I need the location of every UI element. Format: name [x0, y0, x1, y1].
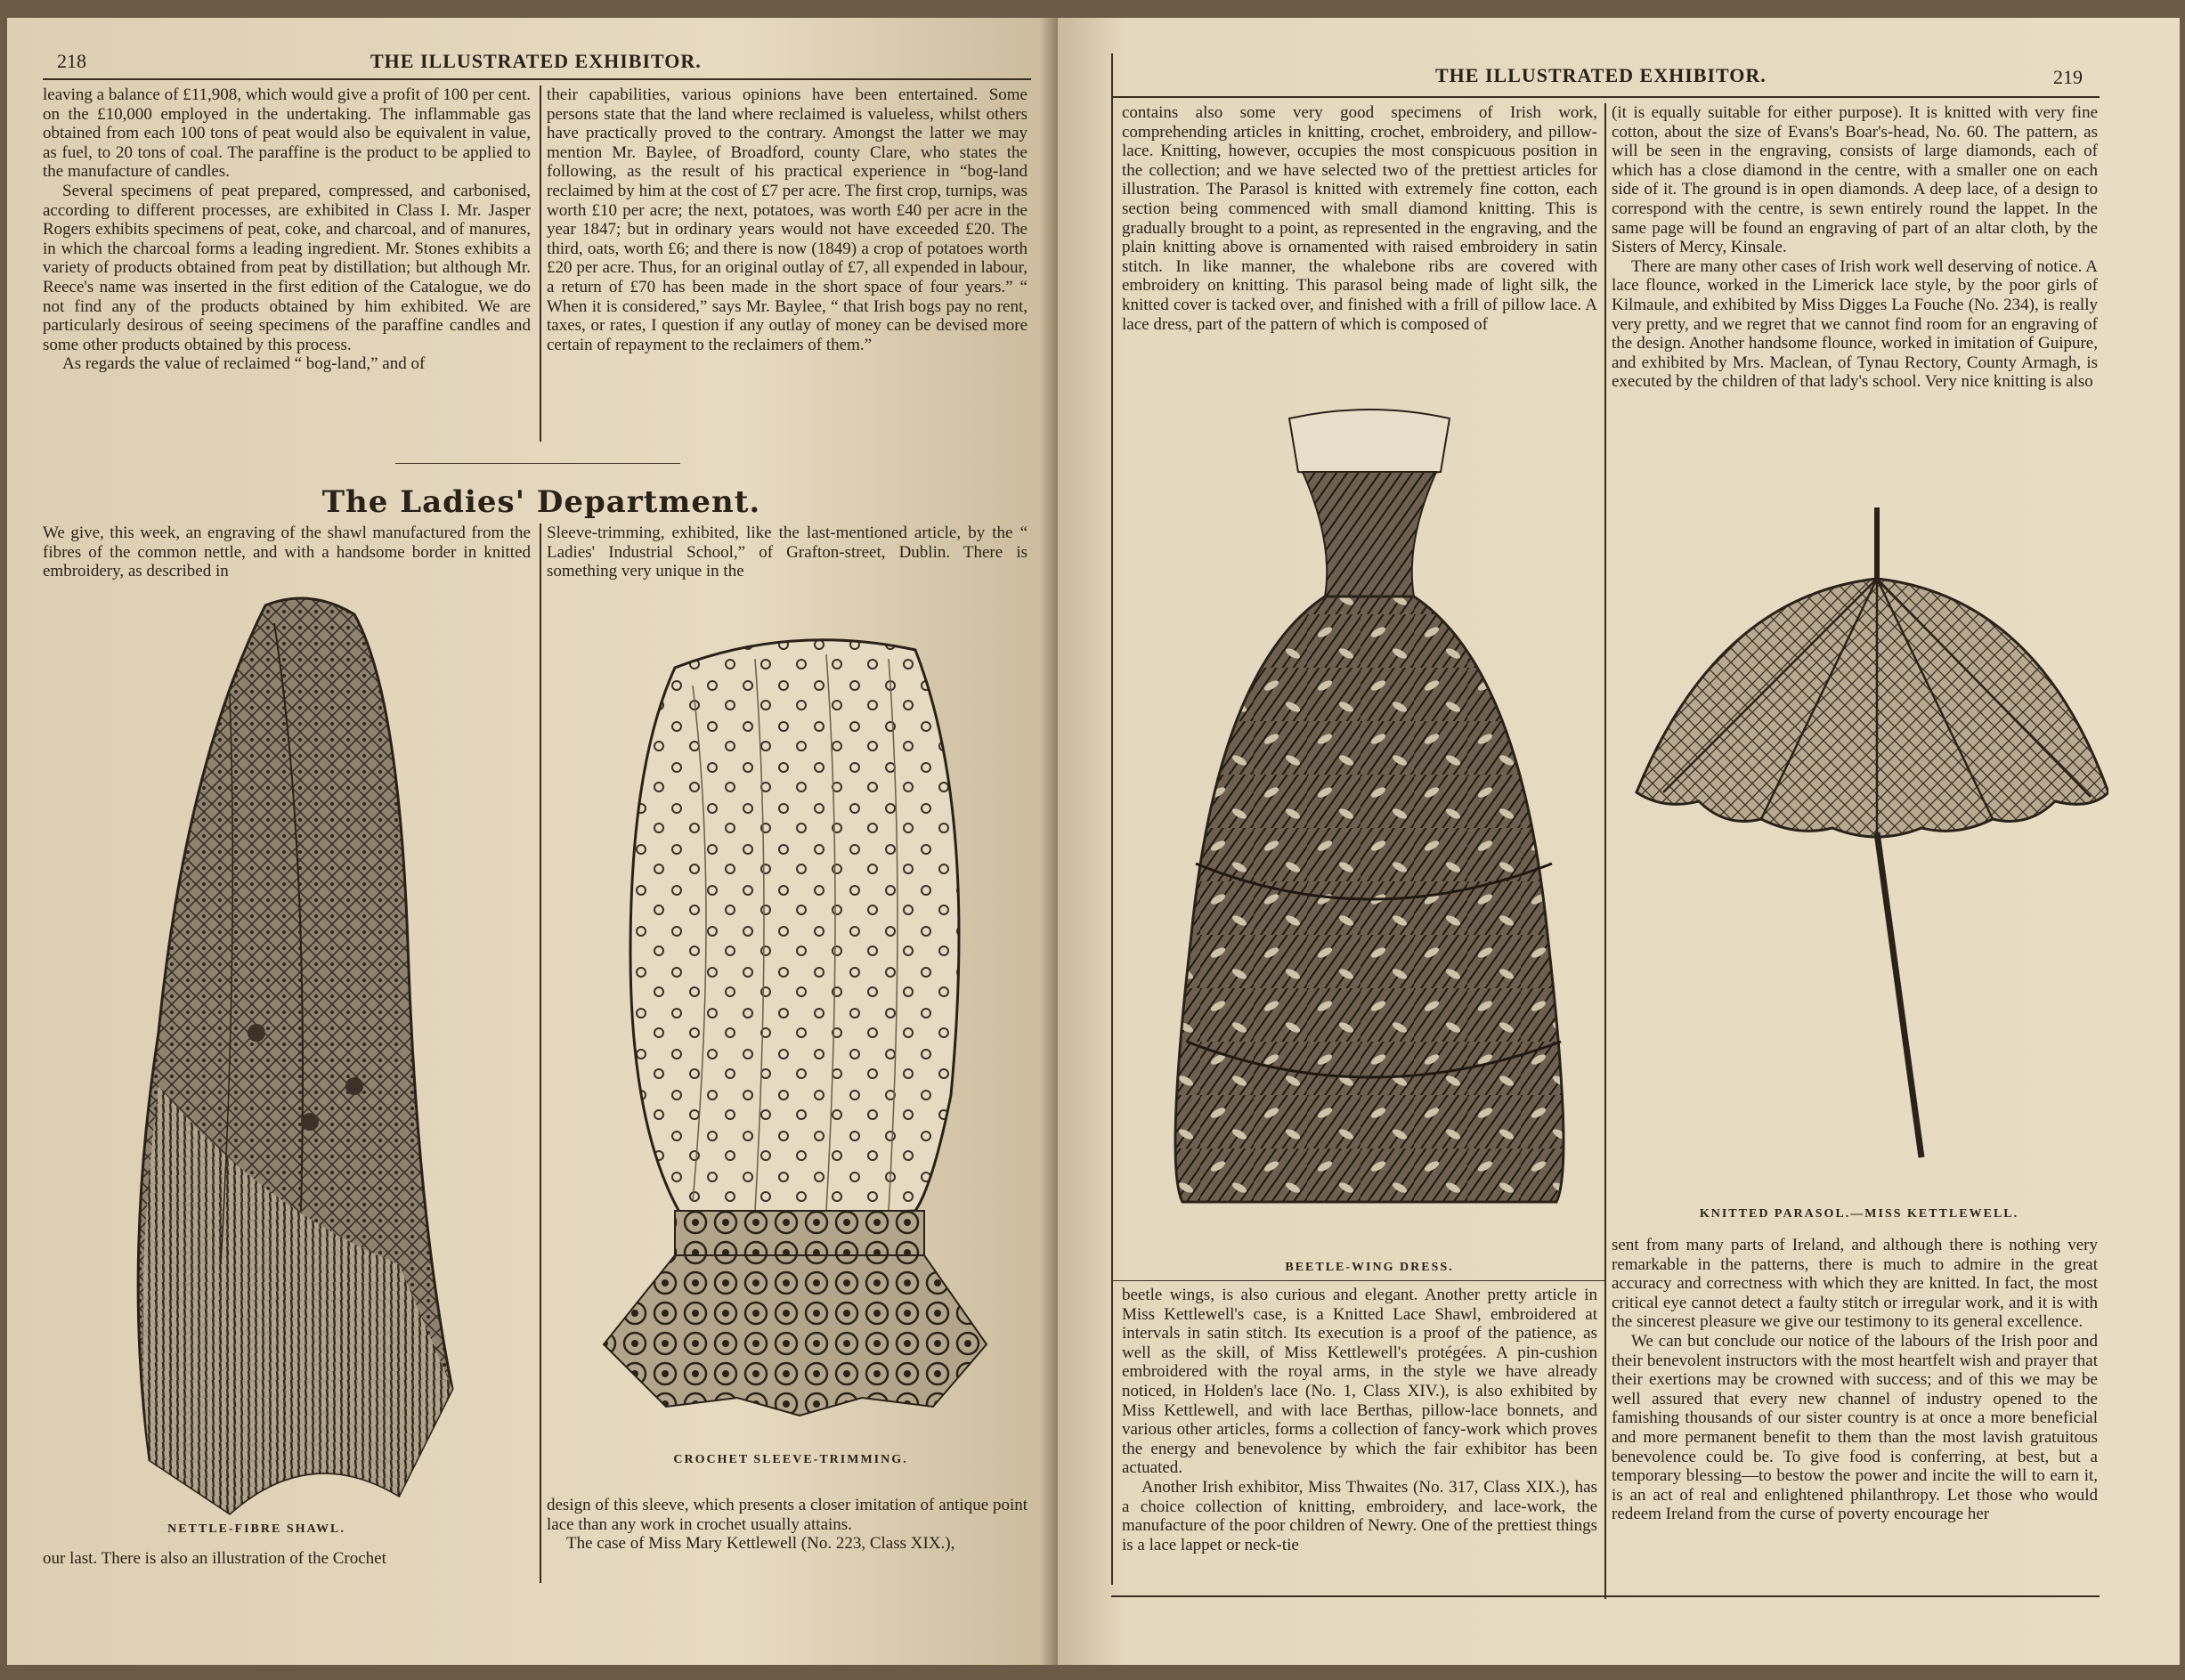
- text-column-left: [1122, 1286, 1597, 1588]
- nettle-fibre-shawl-illustration: [132, 588, 470, 1522]
- paragraph: We can but conclude our notice of the labours of the Irish poor and their benevolent instructors with the most heartfelt wish and prayer that their exertions may be crowned with success; and of this we may be well assured that every new channel of industry opened to the famishing thousands of our sister country is at once a more beneficial and more permanent benefit to them than the most lavish gratuitous benevolence could be. To give food is conferring, at best, but a temporary blessing—to bestow the power and incite the will to earn it, is an act of real and enlightened philanthropy. Let those who would redeem Ireland from the curse of poverty encourage her: [1612, 1331, 2098, 1524]
- figure-rule: [1111, 1280, 1604, 1281]
- section-rule: [395, 463, 680, 464]
- figure-caption: CROCHET SLEEVE-TRIMMING.: [673, 1453, 908, 1466]
- paragraph: our last. There is also an illustration of the Crochet: [43, 1549, 386, 1568]
- page-border: [1111, 53, 1113, 1585]
- footer-rule: [1111, 1595, 2100, 1597]
- text-column-right: [1612, 103, 2098, 486]
- paragraph: design of this sleeve, which presents a closer imitation of antique point lace than any work in crochet usually attains.: [547, 1496, 1028, 1534]
- text-column-left: [1122, 103, 1597, 406]
- header-rule: [43, 78, 1031, 80]
- page-number: 218: [57, 50, 86, 72]
- column-rule: [540, 85, 541, 442]
- column-rule: [1604, 103, 1606, 1599]
- paragraph: sent from many parts of Ireland, and although there is nothing very remarkable in the patterns, there is much to admire in the great accuracy and correctness with which they are knitted. In fact, the most critical eye cannot detect a faulty stitch or irregular work, and it is with the sincerest pleasure we give our testimony to its general excellence.: [1612, 1236, 2098, 1332]
- page-number: 219: [2053, 66, 2083, 88]
- left-page: [7, 18, 1058, 1665]
- paragraph: We give, this week, an engraving of the shawl manufactured from the fibres of the common nettle, and with a handsome border in knitted embroidery, as described in: [43, 523, 531, 581]
- crochet-sleeve-trimming-illustration: [559, 632, 1022, 1424]
- paragraph: Several specimens of peat prepared, compressed, and carbonised, according to different processes, are exhibited in Class I. Mr. Jasper Rogers exhibits specimens of peat, coke, and charcoal, and of manures, in which the charcoal forms a leading ingredient. Mr. Stones exhibits a variety of products obtained from peat by distillation; but although Mr. Reece's name was inserted in the first edition of the Catalogue, we do not find any of the products obtained by him exhibited. We are particularly desirous of seeing specimens of the paraffine candles and some other products obtained by this process.: [43, 181, 531, 354]
- figure-caption: NETTLE-FIBRE SHAWL.: [167, 1522, 345, 1536]
- right-page: [1058, 18, 2180, 1665]
- text-column-left: [43, 1549, 531, 1576]
- figure-caption: KNITTED PARASOL.—MISS KETTLEWELL.: [1699, 1207, 2019, 1221]
- text-column-right: [547, 1496, 1028, 1585]
- text-column-right: [547, 523, 1028, 586]
- text-column-left: [43, 85, 531, 450]
- running-head: THE ILLUSTRATED EXHIBITOR.: [1435, 64, 1767, 86]
- paragraph: contains also some very good specimens of Irish work, comprehending articles in knitting, crochet, embroidery, and pillow-lace. Knitting, however, occupies the most conspicuous position in the collection; and we have selected two of the prettiest articles for illustration. The Parasol is knitted with extremely fine cotton, each section being commenced with small diamond knitting. This is gradually brought to a point, as represented in the engraving, and the plain knitting above is ornamented with raised embroidery in satin stitch. In like manner, the whalebone ribs are covered with embroidery on knitting. This parasol being made of light silk, the knitted cover is tacked over, and finished with a frill of pillow lace. A lace dress, part of the pattern of which is composed of: [1122, 103, 1597, 334]
- text-column-right: [547, 85, 1028, 450]
- paragraph: their capabilities, various opinions have been entertained. Some persons state that the land where reclaimed is valueless, whilst others have practically proved to the contrary. Amongst the latter we may mention Mr. Baylee, of Broadford, county Clare, who states the following, as the result of his practical experience in “bog-land reclaimed by him at the cost of £7 per acre. The first crop, turnips, was worth £10 per acre; the next, potatoes, was worth £40 per acre in the year 1847; but in ordinary years would not have exceeded £20. The third, oats, worth £6; and there is now (1849) a crop of potatoes worth £20 per acre. Thus, for an original outlay of £7, all expended in labour, a return of £70 has been made in the short space of four years.” “ When it is considered,” says Mr. Baylee, “ that Irish bogs pay no rent, taxes, or rates, I question if any outlay of money can be devised more certain of repayment to the reclaimers of them.”: [547, 85, 1028, 354]
- paragraph: Sleeve-trimming, exhibited, like the last-mentioned article, by the “ Ladies' Industrial School,” of Grafton-street, Dublin. There is something very unique in the: [547, 523, 1028, 581]
- paragraph: (it is equally suitable for either purpose). It is knitted with very fine cotton, about the size of Evans's Boar's-head, No. 60. The pattern, as will be seen in the engraving, consists of large diamonds, each of which has a close diamond in the centre, with a smaller one on each side of it. The ground is in open diamonds. A deep lace, of a design to correspond with the centre, is sewn entirely round the lappet. In the same page will be found an engraving of part of an altar cloth, by the Sisters of Mercy, Kinsale.: [1612, 103, 2098, 257]
- header-rule: [1111, 96, 2100, 98]
- beetle-wing-dress-illustration: [1147, 401, 1592, 1255]
- running-head: THE ILLUSTRATED EXHIBITOR.: [370, 50, 702, 72]
- section-title: The Ladies' Department.: [321, 484, 761, 520]
- knitted-parasol-illustration: [1610, 499, 2108, 1175]
- paragraph: There are many other cases of Irish work well deserving of notice. A lace flounce, worked in the Limerick lace style, by the poor girls of Kilmaule, and exhibited by Miss Digges La Fouche (No. 234), is really very pretty, and we regret that we cannot find room for an engraving of the design. Another handsome flounce, worked in imitation of Guipure, and exhibited by Mrs. Maclean, of Tynau Rectory, County Armagh, is executed by the children of that lady's school. Very nice knitting is also: [1612, 256, 2098, 392]
- paragraph: As regards the value of reclaimed “ bog-land,” and of: [62, 354, 426, 374]
- column-rule: [540, 523, 541, 1583]
- paragraph: beetle wings, is also curious and elegant. Another pretty article in Miss Kettlewell's case, is a Knitted Lace Shawl, embroidered at intervals in satin stitch. Its execution is a proof of the patience, as well as the skill, of Miss Kettlewell's protégées. A pin-cushion embroidered with the royal arms, in the style we have already noticed, in Holden's lace (No. 1, Class XIV.), is also exhibited by Miss Kettlewell, and with lace Berthas, pillow-lace bonnets, and various other articles, forms a collection of fancy-work which proves the energy and benevolence by which the fair exhibitor has been actuated.: [1122, 1286, 1597, 1478]
- paragraph: leaving a balance of £11,908, which would give a profit of 100 per cent. on the £10,000 employed in the undertaking. The inflammable gas obtained from each 100 tons of peat would also be equivalent in value, as fuel, to 20 tons of coal. The paraffine is the product to be applied to the manufacture of candles.: [43, 85, 531, 182]
- paragraph: Another Irish exhibitor, Miss Thwaites (No. 317, Class XIX.), has a choice collection of knitting, embroidery, and lace-work, the manufacture of the poor children of Newry. One of the prettiest things is a lace lappet or neck-tie: [1122, 1477, 1597, 1554]
- paragraph: The case of Miss Mary Kettlewell (No. 223, Class XIX.),: [566, 1534, 955, 1554]
- figure-caption: BEETLE-WING DRESS.: [1285, 1261, 1454, 1274]
- text-column-right: [1612, 1236, 2098, 1588]
- text-column-left: [43, 523, 531, 586]
